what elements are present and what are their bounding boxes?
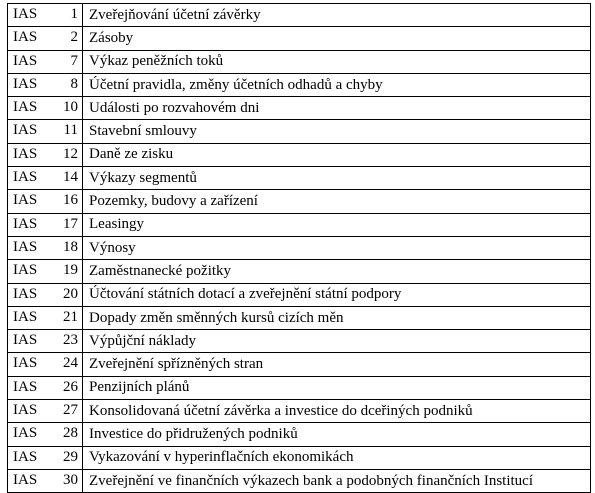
standard-number: 27 [63,402,78,419]
table-row [8,167,591,190]
standard-prefix: IAS [13,448,38,465]
standard-title: Výkaz peněžních toků [89,53,224,70]
standard-prefix: IAS [13,52,38,69]
standard-code-cell [8,260,83,283]
standard-title-cell [83,27,591,50]
standard-title: Penzijních plánů [89,379,190,396]
standard-prefix: IAS [13,402,38,419]
table-row [8,353,591,376]
standard-code-cell [8,190,83,213]
table-row [8,50,591,73]
standard-title: Vykazování v hyperinflačních ekonomikách [89,449,354,466]
standard-code-cell [8,143,83,166]
standard-code-cell [8,167,83,190]
standard-title: Výnosy [89,239,136,256]
standard-number: 23 [63,332,78,349]
standard-prefix: IAS [13,285,38,302]
standard-code-cell [8,446,83,469]
standard-title: Zveřejňování účetní závěrky [89,6,261,23]
table-row [8,283,591,306]
table-row [8,236,591,259]
standard-title-cell [83,120,591,143]
standard-number: 10 [63,99,78,116]
standard-title-cell [83,283,591,306]
standard-prefix: IAS [13,308,38,325]
table-row [8,400,591,423]
standard-prefix: IAS [13,6,38,22]
standard-code-cell [8,236,83,259]
standard-number: 29 [63,448,78,465]
standard-number: 1 [70,6,78,22]
standard-title-cell [83,213,591,236]
table-row [8,4,591,27]
standard-number: 8 [70,75,78,92]
standard-title-cell [83,353,591,376]
standard-number: 11 [63,122,78,139]
standard-code-cell [8,120,83,143]
standard-prefix: IAS [13,29,38,46]
standard-number: 14 [63,169,78,186]
standard-code-cell [8,27,83,50]
standard-code-cell [8,353,83,376]
standard-number: 19 [63,262,78,279]
standard-code-cell [8,73,83,96]
table-row [8,190,591,213]
table-row [8,120,591,143]
standard-title: Investice do přidružených podniků [89,425,298,442]
standard-number: 16 [63,192,78,209]
standard-title: Stavební smlouvy [89,123,197,140]
standard-title-cell [83,167,591,190]
standard-title-cell [83,330,591,353]
standard-title: Pozemky, budovy a zařízení [89,193,258,210]
table-row [8,330,591,353]
standard-prefix: IAS [13,75,38,92]
standard-title: Účtování státních dotací a zveřejnění státní podpory [89,286,402,303]
table-row [8,27,591,50]
standard-title: Leasingy [89,216,144,233]
standard-title-cell [83,97,591,120]
standard-prefix: IAS [13,378,38,395]
standard-title-cell [83,236,591,259]
standard-prefix: IAS [13,145,38,162]
standard-code-cell [8,213,83,236]
standard-title-cell [83,73,591,96]
standard-number: 30 [63,471,78,488]
standard-code-cell [8,423,83,446]
standard-code-cell [8,376,83,399]
standard-title: Výkazy segmentů [89,169,197,186]
standard-title-cell [83,469,591,492]
standard-title: Daně ze zisku [89,146,174,163]
standard-code-cell [8,50,83,73]
standard-title: Účetní pravidla, změny účetních odhadů a chyby [89,76,383,93]
standard-code-cell [8,97,83,120]
standard-title-cell [83,376,591,399]
table-row [8,376,591,399]
standard-title-cell [83,400,591,423]
table-row [8,97,591,120]
standard-number: 12 [63,145,78,162]
table-row [8,423,591,446]
standard-code-cell [8,306,83,329]
standard-title: Výpůjční náklady [89,332,197,349]
standard-number: 20 [63,285,78,302]
standard-title: Dopady změn směnných kursů cizích měn [89,309,344,326]
ias-standards-table [7,3,591,493]
standard-prefix: IAS [13,471,38,488]
standard-prefix: IAS [13,425,38,442]
standard-prefix: IAS [13,215,38,232]
table-row [8,469,591,492]
standard-title: Zveřejnění ve finančních výkazech bank a podobných finančních Institucí [89,472,533,489]
standard-number: 24 [63,355,78,372]
standard-code-cell [8,400,83,423]
standard-prefix: IAS [13,192,38,209]
standard-prefix: IAS [13,262,38,279]
standard-number: 17 [63,215,78,232]
standard-title-cell [83,190,591,213]
standard-title: Zveřejnění spřízněných stran [89,356,264,373]
table-row [8,143,591,166]
standard-number: 2 [70,29,78,46]
standard-number: 18 [63,238,78,255]
standard-prefix: IAS [13,355,38,372]
standard-title: Zaměstnanecké požitky [89,262,232,279]
standard-title: Konsolidovaná účetní závěrka a investice do dceřiných podniků [89,402,473,419]
standard-title: Zásoby [89,29,134,46]
standard-prefix: IAS [13,122,38,139]
standard-title-cell [83,306,591,329]
table-row [8,73,591,96]
table-row [8,260,591,283]
standard-title-cell [83,143,591,166]
standard-prefix: IAS [13,169,38,186]
standard-number: 21 [63,308,78,325]
table-row [8,306,591,329]
table-row [8,213,591,236]
standard-code-cell [8,469,83,492]
standard-number: 28 [63,425,78,442]
standard-code-cell [8,330,83,353]
standard-title-cell [83,4,591,27]
standard-prefix: IAS [13,99,38,116]
standard-prefix: IAS [13,238,38,255]
table-row [8,446,591,469]
standard-title: Události po rozvahovém dni [89,99,260,116]
standard-code-cell [8,283,83,306]
standard-prefix: IAS [13,332,38,349]
standard-number: 7 [70,52,78,69]
standard-number: 26 [63,378,78,395]
standard-title-cell [83,260,591,283]
standard-code-cell [8,4,83,27]
standard-title-cell [83,50,591,73]
ias-table-body [8,4,591,493]
standard-title-cell [83,446,591,469]
standard-title-cell [83,423,591,446]
